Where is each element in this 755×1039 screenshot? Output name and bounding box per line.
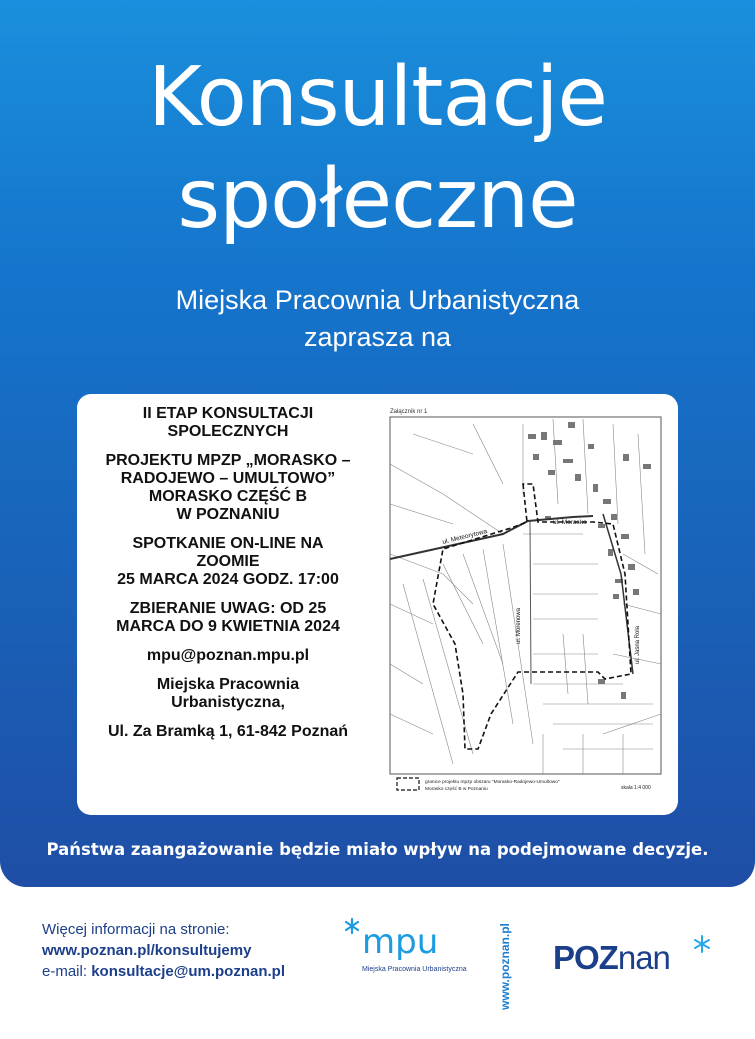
meeting-text — [83, 535, 373, 589]
vertical-url[interactable]: www.poznan.pl — [498, 923, 512, 1010]
asterisk-icon — [693, 935, 711, 953]
comments-line-1: ZBIERANIE UWAG: OD 25 — [129, 600, 327, 617]
legend-line-1: granice projektu mpzp obszaru "Morasko-Radojewo-Umultowo" — [425, 780, 560, 785]
plan-map — [383, 404, 667, 796]
consultation-email[interactable]: konsultacje@um.poznan.pl — [91, 963, 286, 980]
stage-text — [83, 405, 373, 441]
mpu-logo-subtitle: Miejska Pracownia Urbanistyczna — [362, 966, 467, 973]
project-line-4: W POZNANIU — [176, 506, 280, 523]
stage-line-1: II ETAP KONSULTACJI — [142, 405, 314, 422]
project-line-3: MORASKO CZĘŚĆ B — [148, 488, 308, 505]
meeting-line-1: SPOTKANIE ON-LINE NA — [132, 535, 324, 552]
more-info — [42, 919, 285, 982]
poznan-logo-text — [553, 939, 670, 977]
organizer-name — [83, 676, 373, 712]
event-info — [83, 405, 373, 752]
meeting-line-2: ZOOMIE — [196, 553, 260, 570]
more-info-label: Więcej informacji na stronie: — [42, 921, 230, 938]
subtitle-organizer: Miejska Pracownia Urbanistyczna — [175, 285, 580, 315]
poznan-logo-caps: POZ — [553, 939, 618, 976]
project-text — [83, 452, 373, 524]
project-line-1: PROJEKTU MPZP „MORASKO – — [105, 452, 351, 469]
mpu-logo-text: mpu — [362, 922, 439, 962]
engagement-note: Państwa zaangażowanie będzie miało wpływ na podejmowane decyzje. — [46, 840, 709, 859]
label-meteorytowa: ul. Meteorytowa — [441, 528, 489, 546]
comments-text — [83, 600, 373, 636]
legend-symbol — [397, 778, 419, 790]
mpu-logo — [340, 915, 480, 975]
contact-email[interactable]: mpu@poznan.mpu.pl — [146, 647, 310, 664]
map-scale: skala 1:4 000 — [621, 785, 651, 791]
project-line-2: RADOJEWO – UMULTOWO” — [120, 470, 336, 487]
poznan-logo — [553, 935, 713, 985]
map-frame — [390, 417, 661, 774]
legend-line-2: Morasko część B w Poznaniu — [425, 787, 488, 792]
map-annex-label: Załącznik nr 1 — [390, 409, 428, 415]
title-line-1: Konsultacje — [147, 50, 608, 145]
subtitle-invites: zaprasza na — [303, 322, 452, 352]
label-morenowa: ul. Morenowa — [516, 607, 522, 644]
asterisk-icon — [346, 919, 358, 933]
title-line-2: społeczne — [177, 152, 578, 247]
stage-line-2: SPOLECZNYCH — [167, 423, 289, 440]
consultation-url[interactable]: www.poznan.pl/konsultujemy — [42, 942, 252, 959]
org-line-2: Urbanistyczna, — [171, 694, 285, 711]
meeting-date: 25 MARCA 2024 GODZ. 17:00 — [117, 571, 339, 588]
comments-line-2: MARCA DO 9 KWIETNIA 2024 — [116, 618, 340, 635]
address: Ul. Za Bramką 1, 61-842 Poznań — [107, 723, 349, 740]
label-morasko: ul. Morasko — [553, 519, 587, 526]
email-label: e-mail: — [42, 963, 88, 980]
poznan-logo-lower: nan — [617, 939, 670, 976]
label-jasna-rola: ul. Jasna Rola — [635, 625, 641, 664]
org-line-1: Miejska Pracownia — [156, 676, 300, 693]
